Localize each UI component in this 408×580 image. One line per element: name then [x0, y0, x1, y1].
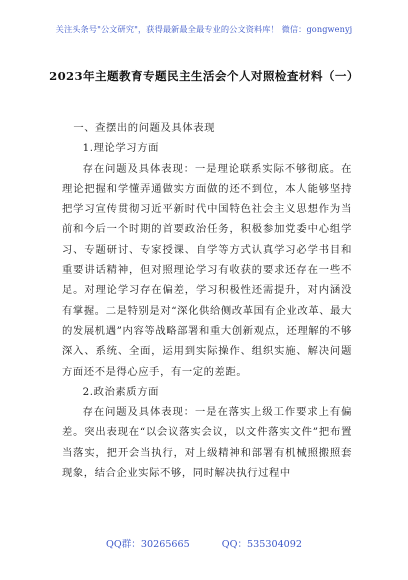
footer-qq-number: QQ：535304092	[221, 539, 302, 550]
paragraph-theory: 存在问题及具体表现：一是理论联系实际不够彻底。在理论把握和学懂弄通做实方面做的还不到位，本人能够坚持把学习宣传贯彻习近平新时代中国特色社会主义思想作为当前和今后一个时期的首要政治任务，积极参加党委中心组学习、专题研讨、专家授课、自学等方式认真学习必学书目和重要讲话精神，但对照理论学习有收获的要求还存在一些不足。对理论学习存在偏差，学习积极性还需提升，对内涵没有掌握。二是特别是对“深化供给侧改革国有企业改革、最大的发展机遇”内容等战略部署和重大创新观点，还理解的不够深入、系统、全面，运用到实际操作、组织实施、解决问题方面还不是得心应手，有一定的差距。	[62, 162, 352, 378]
footer-contact	[0, 536, 408, 550]
subsection-heading-theory: 1.理论学习方面	[82, 142, 159, 155]
document-title: 2023年主题教育专题民主生活会个人对照检查材料（一）	[49, 69, 359, 83]
paragraph-political: 存在问题及具体表现：一是在落实上级工作要求上有偏差。突出表现在“以会议落实会议，以文件落实文件”把布置当落实，把开会当执行，对上级精神和部署有机械照搬照套现象，结合企业实际不够，同时解决执行过程中	[62, 406, 352, 480]
document-body	[62, 118, 352, 483]
footer-qq-group: QQ群：30265665	[105, 539, 190, 550]
header-promo-note: 关注头条号"公文研究"，获得最新最全最专业的公文资料库！ 微信：gongwenyj	[55, 24, 353, 34]
section-heading: 一、查摆出的问题及具体表现	[73, 122, 215, 134]
subsection-heading-political: 2.政治素质方面	[82, 385, 159, 398]
